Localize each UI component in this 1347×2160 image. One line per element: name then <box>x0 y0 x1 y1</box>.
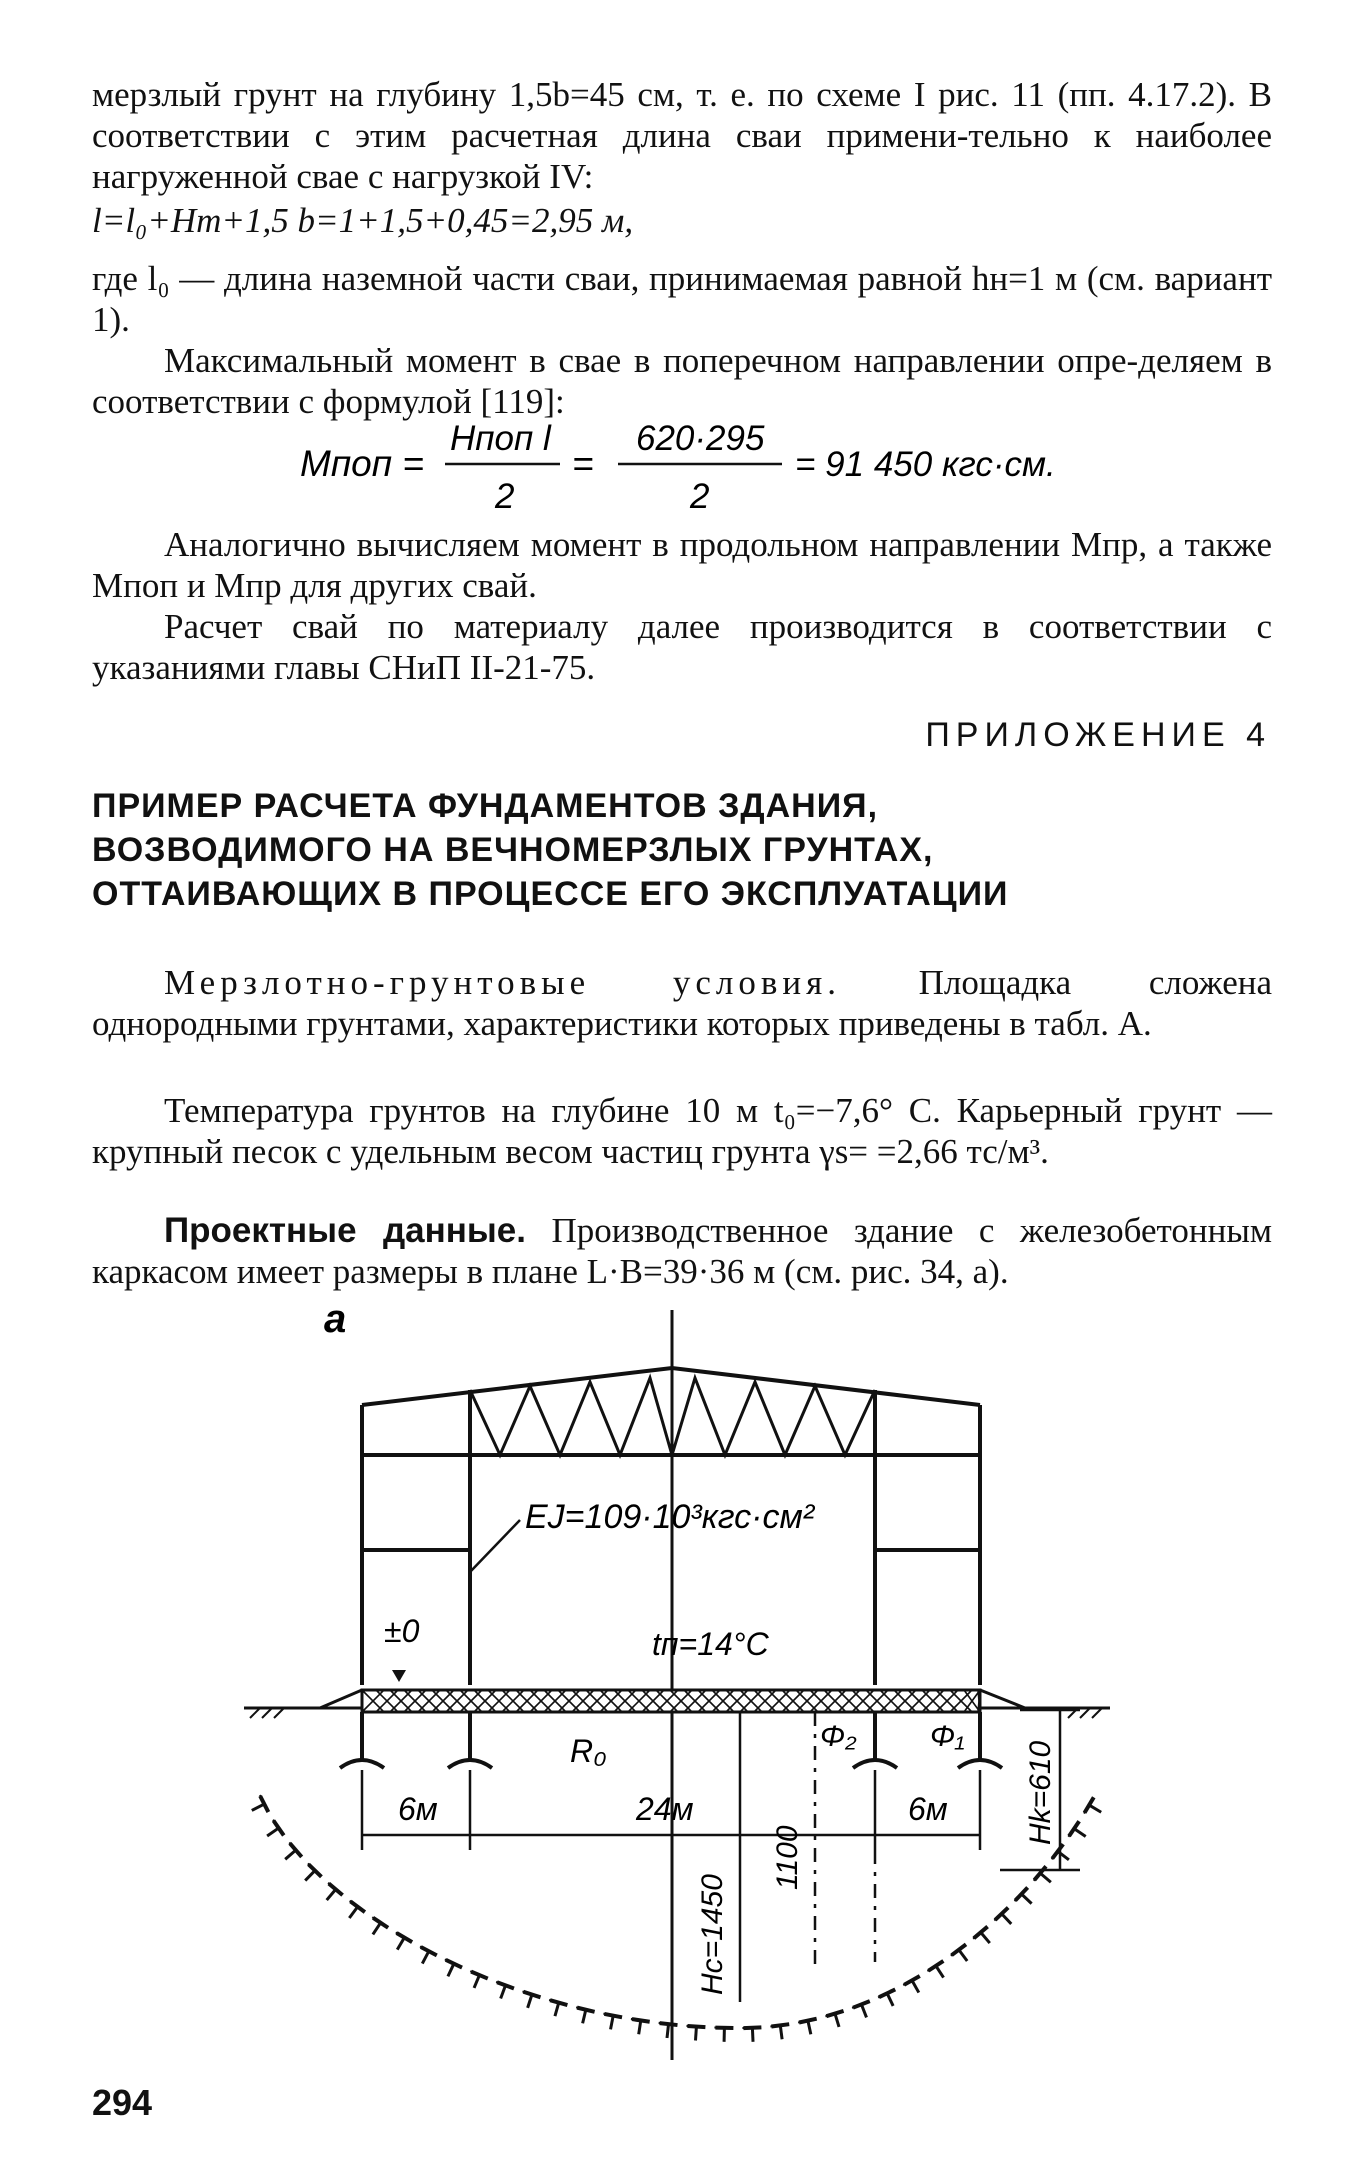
ground-conditions-lead: Мерзлотно-грунтовые условия. <box>164 963 841 1002</box>
thaw-tick-stem <box>835 2014 839 2027</box>
thaw-tick-stem <box>528 1995 532 2008</box>
thaw-tick-stem <box>1089 1805 1101 1812</box>
thaw-tick-stem <box>252 1804 264 1810</box>
phi1-label: Φ₁ <box>930 1720 965 1753</box>
appendix-title-line-1: ПРИМЕР РАСЧЕТА ФУНДАМЕНТОВ ЗДАНИЯ, <box>92 787 879 825</box>
thaw-tick <box>928 1961 943 1971</box>
formula-den1: 2 <box>495 477 515 516</box>
thaw-tick-stem <box>397 1938 404 1950</box>
foundation-2 <box>448 1712 492 1768</box>
floor-slab <box>362 1690 980 1712</box>
thaw-tick-stem <box>305 1871 315 1881</box>
paragraph-design-data <box>92 1210 1272 1292</box>
stiffness-label: EJ=109·10³кгс·см² <box>525 1498 815 1536</box>
ground-conditions-text: Площадка сложена однородными грунтами, характеристики которых приведены в табл. А. <box>92 963 1272 1043</box>
hc-label: Hc=1450 <box>696 1874 729 1995</box>
thaw-tick-stem <box>1040 1873 1051 1882</box>
formula-eq: = <box>572 443 594 484</box>
thaw-tick-stem <box>349 1907 357 1918</box>
thaw-tick-stem <box>981 1932 990 1943</box>
thaw-tick <box>1085 1797 1094 1812</box>
thaw-tick-stem <box>861 2004 866 2017</box>
thaw-tick-stem <box>936 1966 944 1978</box>
thaw-tick-stem <box>887 1993 893 2006</box>
thaw-tick-stem <box>555 2003 559 2016</box>
thaw-tick-stem <box>501 1985 506 1998</box>
foundation-3 <box>853 1712 897 1768</box>
zero-level-label: ±0 <box>384 1613 420 1649</box>
page-number: 294 <box>92 2082 153 2123</box>
thaw-tick-stem <box>448 1964 454 1977</box>
thaw-tick-stem <box>959 1950 967 1961</box>
thaw-tick-stem <box>422 1951 429 1963</box>
floor-temperature-label: tп=14°C <box>652 1626 769 1662</box>
appendix-label: ПРИЛОЖЕНИЕ 4 <box>925 716 1271 754</box>
thaw-tick-stem <box>285 1850 296 1859</box>
thaw-tick-stem <box>373 1923 381 1935</box>
d1100-label: 1100 <box>771 1825 804 1890</box>
formula-num2: 620·295 <box>636 419 765 458</box>
dim-right-label: 6м <box>908 1791 948 1827</box>
thaw-tick-stem <box>912 1980 919 1992</box>
thaw-tick-stem <box>327 1889 336 1900</box>
thaw-tick-stem <box>1002 1914 1012 1924</box>
formula-rhs: = 91 450 кгс·см. <box>795 445 1056 484</box>
thaw-tick-stem <box>780 2025 782 2039</box>
thaw-tick-stem <box>695 2027 696 2041</box>
design-data-lead: Проектные данные. <box>164 1211 526 1250</box>
appendix-title-line-2: ВОЗВОДИМОГО НА ВЕЧНОМЕРЗЛЫХ ГРУНТАХ, <box>92 831 934 869</box>
appendix-title <box>92 784 1272 916</box>
formula-moment <box>300 410 1100 530</box>
r0-label: R₀ <box>570 1733 607 1769</box>
thaw-tick <box>952 1944 966 1955</box>
appendix-title-line-3: ОТТАИВАЮЩИХ В ПРОЦЕССЕ ЕГО ЭКСПЛУАТАЦИИ <box>92 875 1009 913</box>
thaw-tick-stem <box>667 2024 669 2038</box>
foundation-1 <box>340 1712 384 1768</box>
building-section-figure <box>0 1290 1347 2070</box>
design-data-text: Производственное здание с железобетонным каркасом имеет размеры в плане L·B=39·36 м (см. рис. 34, a). <box>92 1211 1272 1291</box>
paragraph-ground-conditions <box>92 962 1272 1044</box>
thaw-boundary <box>260 1795 1095 2028</box>
thaw-tick-stem <box>752 2028 753 2042</box>
phi2-label: Φ₂ <box>820 1720 857 1753</box>
dim-mid-label: 24м <box>636 1791 694 1827</box>
figure-label: a <box>324 1297 347 1341</box>
stiffness-leader <box>470 1520 520 1572</box>
thaw-tick-stem <box>474 1975 479 1988</box>
hk-label: Hk=610 <box>1024 1740 1057 1845</box>
formula-den2: 2 <box>690 477 710 516</box>
thaw-tick-stem <box>639 2020 641 2034</box>
paragraph-temperature: Температура грунтов на глубине 10 м t₀=−7,6° C. Карьерный грунт — крупный песок с удельным весом частиц грунта γs= =2,66 тс/м³. <box>92 1091 1272 1171</box>
thaw-tick-stem <box>808 2021 811 2035</box>
thaw-tick-stem <box>583 2010 586 2024</box>
formula-pile-length: l=l₀+Hт+1,5 b=1+1,5+0,45=2,95 м, <box>92 201 634 240</box>
paragraph-material-calc: Расчет свай по материалу далее производится в соответствии с указаниями главы СНиП II-21-75. <box>92 607 1272 687</box>
formula-num1: Hпоп l <box>450 419 551 458</box>
zero-level-marker <box>392 1670 406 1682</box>
thaw-boundary-ticks <box>252 1796 1101 2042</box>
formula-moment-svg <box>300 410 1100 520</box>
thaw-tick-stem <box>611 2016 614 2030</box>
thaw-tick-stem <box>267 1828 278 1836</box>
dim-left-label: 6м <box>398 1791 438 1827</box>
thaw-tick-stem <box>1074 1829 1086 1837</box>
paragraph-pile-depth: мерзлый грунт на глубину 1,5b=45 см, т. е. по схеме I рис. 11 (пп. 4.17.2). В соответствии с этим расчетная длина сваи примени-тельно к наиболее нагруженной свае с нагрузкой IV: <box>92 75 1272 196</box>
paragraph-max-moment: Максимальный момент в свае в поперечном направлении опре-деляем в соответствии с формулой [119]: <box>92 341 1272 421</box>
thaw-tick-stem <box>1021 1894 1031 1904</box>
formula-lhs: Mпоп = <box>300 443 425 484</box>
foundation-4 <box>958 1712 1002 1768</box>
thaw-tick <box>350 1901 364 1912</box>
paragraph-ground-part: где l₀ — длина наземной части сваи, принимаемая равной hн=1 м (см. вариант 1). <box>92 259 1272 339</box>
paragraph-longitudinal: Аналогично вычисляем момент в продольном направлении Mпр, а также Mпоп и Mпр для других свай. <box>92 525 1272 605</box>
